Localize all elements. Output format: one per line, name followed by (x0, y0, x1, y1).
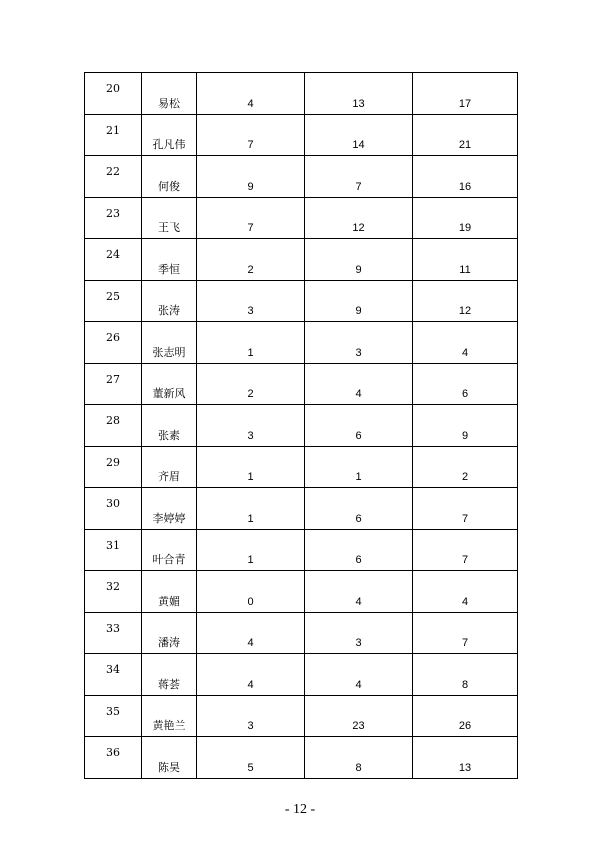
row-number-cell: 26 (85, 322, 142, 364)
total-cell: 16 (413, 156, 518, 198)
score-a-cell: 3 (197, 695, 305, 737)
name-cell: 张涛 (142, 280, 197, 322)
score-b-cell: 23 (305, 695, 413, 737)
total-cell: 26 (413, 695, 518, 737)
score-a-cell: 4 (197, 654, 305, 696)
score-a-cell: 7 (197, 114, 305, 156)
row-number-cell: 36 (85, 737, 142, 779)
score-a-cell: 7 (197, 197, 305, 239)
score-table (84, 72, 518, 779)
name-cell: 黄艳兰 (142, 695, 197, 737)
score-a-cell: 2 (197, 239, 305, 281)
name-cell: 陈昊 (142, 737, 197, 779)
table-row (85, 446, 518, 488)
table-row (85, 612, 518, 654)
name-cell: 李婷婷 (142, 488, 197, 530)
table-row (85, 73, 518, 115)
row-number-cell: 22 (85, 156, 142, 198)
row-number-cell: 33 (85, 612, 142, 654)
score-b-cell: 6 (305, 405, 413, 447)
score-b-cell: 4 (305, 571, 413, 613)
score-a-cell: 3 (197, 405, 305, 447)
score-b-cell: 3 (305, 612, 413, 654)
score-a-cell: 1 (197, 322, 305, 364)
row-number-cell: 27 (85, 363, 142, 405)
table-row (85, 239, 518, 281)
table-row (85, 695, 518, 737)
name-cell: 张志明 (142, 322, 197, 364)
table-row (85, 488, 518, 530)
score-a-cell: 1 (197, 529, 305, 571)
score-b-cell: 6 (305, 488, 413, 530)
name-cell: 何俊 (142, 156, 197, 198)
name-cell: 蒋荟 (142, 654, 197, 696)
total-cell: 7 (413, 488, 518, 530)
score-b-cell: 4 (305, 363, 413, 405)
score-a-cell: 1 (197, 446, 305, 488)
total-cell: 7 (413, 612, 518, 654)
total-cell: 9 (413, 405, 518, 447)
name-cell: 潘涛 (142, 612, 197, 654)
table-body (85, 73, 518, 779)
row-number-cell: 35 (85, 695, 142, 737)
row-number-cell: 29 (85, 446, 142, 488)
table-row (85, 405, 518, 447)
score-b-cell: 7 (305, 156, 413, 198)
row-number-cell: 25 (85, 280, 142, 322)
score-b-cell: 3 (305, 322, 413, 364)
row-number-cell: 28 (85, 405, 142, 447)
table-row (85, 280, 518, 322)
score-b-cell: 14 (305, 114, 413, 156)
name-cell: 齐眉 (142, 446, 197, 488)
row-number-cell: 30 (85, 488, 142, 530)
table-row (85, 654, 518, 696)
table-row (85, 322, 518, 364)
table-row (85, 114, 518, 156)
score-b-cell: 9 (305, 280, 413, 322)
table-row (85, 737, 518, 779)
total-cell: 17 (413, 73, 518, 115)
score-a-cell: 0 (197, 571, 305, 613)
name-cell: 王飞 (142, 197, 197, 239)
score-b-cell: 4 (305, 654, 413, 696)
score-b-cell: 9 (305, 239, 413, 281)
total-cell: 8 (413, 654, 518, 696)
row-number-cell: 32 (85, 571, 142, 613)
table-row (85, 363, 518, 405)
total-cell: 21 (413, 114, 518, 156)
name-cell: 张素 (142, 405, 197, 447)
score-a-cell: 2 (197, 363, 305, 405)
total-cell: 7 (413, 529, 518, 571)
score-b-cell: 8 (305, 737, 413, 779)
score-b-cell: 12 (305, 197, 413, 239)
score-a-cell: 4 (197, 73, 305, 115)
name-cell: 易松 (142, 73, 197, 115)
page-number: - 12 - (284, 802, 316, 817)
row-number-cell: 21 (85, 114, 142, 156)
row-number-cell: 34 (85, 654, 142, 696)
total-cell: 19 (413, 197, 518, 239)
table-row (85, 197, 518, 239)
total-cell: 13 (413, 737, 518, 779)
total-cell: 4 (413, 571, 518, 613)
total-cell: 12 (413, 280, 518, 322)
score-b-cell: 13 (305, 73, 413, 115)
total-cell: 6 (413, 363, 518, 405)
score-b-cell: 1 (305, 446, 413, 488)
score-a-cell: 4 (197, 612, 305, 654)
name-cell: 叶合青 (142, 529, 197, 571)
total-cell: 11 (413, 239, 518, 281)
table-row (85, 529, 518, 571)
score-a-cell: 5 (197, 737, 305, 779)
row-number-cell: 31 (85, 529, 142, 571)
score-a-cell: 1 (197, 488, 305, 530)
row-number-cell: 24 (85, 239, 142, 281)
name-cell: 孔凡伟 (142, 114, 197, 156)
total-cell: 2 (413, 446, 518, 488)
name-cell: 董新风 (142, 363, 197, 405)
total-cell: 4 (413, 322, 518, 364)
name-cell: 季恒 (142, 239, 197, 281)
row-number-cell: 20 (85, 73, 142, 115)
table-row (85, 156, 518, 198)
score-b-cell: 6 (305, 529, 413, 571)
name-cell: 黄媚 (142, 571, 197, 613)
score-a-cell: 3 (197, 280, 305, 322)
row-number-cell: 23 (85, 197, 142, 239)
score-a-cell: 9 (197, 156, 305, 198)
table-row (85, 571, 518, 613)
